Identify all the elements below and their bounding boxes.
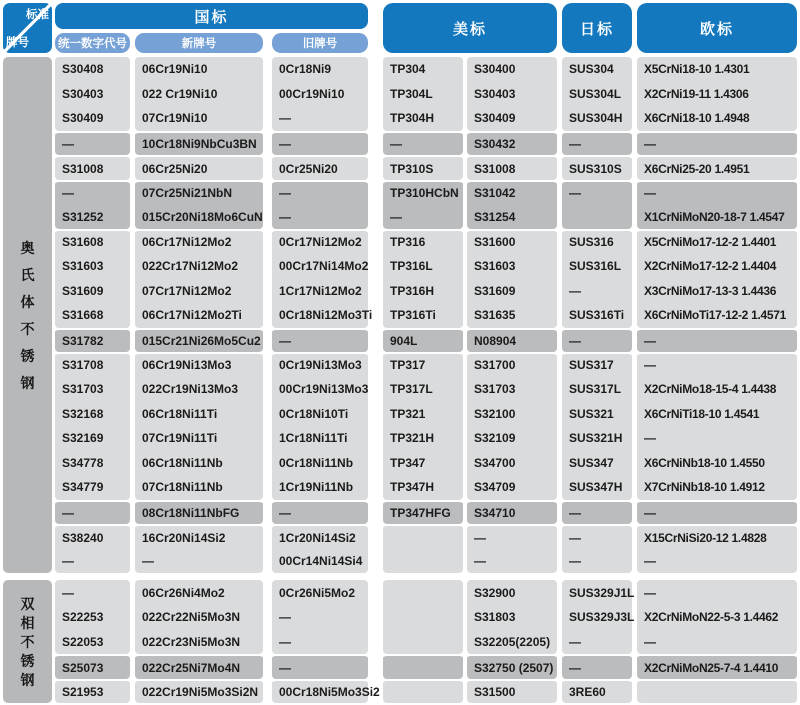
grade-cell: SUS329J1L bbox=[562, 580, 632, 605]
grade-cell: 3RE60 bbox=[562, 679, 632, 704]
grade-cell: — bbox=[467, 549, 557, 574]
grade-cell bbox=[383, 549, 463, 574]
section-label-austenitic bbox=[3, 57, 52, 573]
grade-cell: 0Cr18Ni10Ti bbox=[272, 401, 368, 426]
grade-cell: S31254 bbox=[467, 205, 557, 230]
grade-cell: — bbox=[135, 549, 263, 574]
grade-cell: TP321 bbox=[383, 401, 463, 426]
grade-cell: — bbox=[562, 630, 632, 655]
grade-cell: TP316H bbox=[383, 278, 463, 303]
grade-cell: — bbox=[272, 630, 368, 655]
grade-cell: — bbox=[637, 549, 797, 574]
grade-cell: 022Cr22Ni5Mo3N bbox=[135, 605, 263, 630]
grade-cell: TP304L bbox=[383, 82, 463, 107]
grade-cell: S32169 bbox=[55, 426, 130, 451]
grade-cell: — bbox=[55, 180, 130, 205]
grade-cell: S31008 bbox=[55, 155, 130, 180]
grade-cell: 0Cr26Ni5Mo2 bbox=[272, 580, 368, 605]
table-row bbox=[55, 401, 797, 426]
grade-cell: S30408 bbox=[55, 57, 130, 82]
grade-cell: — bbox=[383, 205, 463, 230]
section-label-char: 相 bbox=[20, 614, 35, 631]
grade-cell: 015Cr21Ni26Mo5Cu2 bbox=[135, 328, 263, 353]
table-row bbox=[55, 475, 797, 500]
grade-cell: 07Cr19Ni10 bbox=[135, 106, 263, 131]
table-row bbox=[55, 524, 797, 549]
table-row bbox=[55, 377, 797, 402]
grade-cell: S30403 bbox=[55, 82, 130, 107]
grade-cell: 06Cr17Ni12Mo2 bbox=[135, 229, 263, 254]
grade-cell: TP321H bbox=[383, 426, 463, 451]
section-rows-austenitic bbox=[55, 57, 797, 573]
grade-cell bbox=[383, 580, 463, 605]
grade-cell: S31803 bbox=[467, 605, 557, 630]
grade-cell: 022Cr19Ni13Mo3 bbox=[135, 377, 263, 402]
grade-cell: S31600 bbox=[467, 229, 557, 254]
grade-cell: 10Cr18Ni9NbCu3BN bbox=[135, 131, 263, 156]
section-label-char: 锈 bbox=[20, 652, 35, 669]
grade-cell: TP304 bbox=[383, 57, 463, 82]
grade-cell bbox=[383, 654, 463, 679]
grade-cell: S32100 bbox=[467, 401, 557, 426]
section-rows-duplex bbox=[55, 580, 797, 703]
grade-cell: S30432 bbox=[467, 131, 557, 156]
table-row bbox=[55, 605, 797, 630]
grade-cell: 015Cr20Ni18Mo6CuN bbox=[135, 205, 263, 230]
grade-cell: X1CrNiMoN20-18-7 1.4547 bbox=[637, 205, 797, 230]
grade-cell: SUS317L bbox=[562, 377, 632, 402]
grade-cell: — bbox=[272, 328, 368, 353]
grade-cell: 07Cr17Ni12Mo2 bbox=[135, 278, 263, 303]
header-group-gb bbox=[55, 3, 368, 53]
grade-cell: S25073 bbox=[55, 654, 130, 679]
corner-header-cell bbox=[3, 3, 52, 53]
grade-cell: S30400 bbox=[467, 57, 557, 82]
grade-cell: — bbox=[272, 180, 368, 205]
grade-cell: SUS321 bbox=[562, 401, 632, 426]
grade-cell: SUS316L bbox=[562, 254, 632, 279]
grade-cell bbox=[383, 679, 463, 704]
table-row bbox=[55, 303, 797, 328]
grade-cell: 06Cr19Ni13Mo3 bbox=[135, 352, 263, 377]
grade-cell: 022Cr19Ni5Mo3Si2N bbox=[135, 679, 263, 704]
grade-cell: 0Cr18Ni9 bbox=[272, 57, 368, 82]
grade-cell: S31042 bbox=[467, 180, 557, 205]
grade-cell: — bbox=[637, 426, 797, 451]
table-row bbox=[55, 82, 797, 107]
grade-cell: S30403 bbox=[467, 82, 557, 107]
table-row bbox=[55, 352, 797, 377]
grade-cell: 06Cr19Ni10 bbox=[135, 57, 263, 82]
grade-cell: — bbox=[562, 180, 632, 205]
grade-cell: S31609 bbox=[467, 278, 557, 303]
grade-cell: S32750 (2507) bbox=[467, 654, 557, 679]
grade-cell: S31700 bbox=[467, 352, 557, 377]
grade-cell: — bbox=[272, 131, 368, 156]
grade-cell: SUS310S bbox=[562, 155, 632, 180]
grade-cell: X6CrNiTi18-10 1.4541 bbox=[637, 401, 797, 426]
grade-cell: — bbox=[272, 500, 368, 525]
section-label-char: 不 bbox=[20, 633, 35, 650]
grade-cell: — bbox=[55, 131, 130, 156]
grade-cell: — bbox=[562, 524, 632, 549]
table-row bbox=[55, 180, 797, 205]
grade-cell: S22053 bbox=[55, 630, 130, 655]
section-label-char: 氏 bbox=[20, 266, 35, 283]
grade-cell: S32168 bbox=[55, 401, 130, 426]
grade-cell: S31782 bbox=[55, 328, 130, 353]
grade-cell: 1Cr17Ni12Mo2 bbox=[272, 278, 368, 303]
grade-cell: X2CrNiMo17-12-2 1.4404 bbox=[637, 254, 797, 279]
grade-cell: X6CrNiMoTi17-12-2 1.4571 bbox=[637, 303, 797, 328]
table-header bbox=[55, 3, 797, 53]
grade-cell: 022Cr25Ni7Mo4N bbox=[135, 654, 263, 679]
header-jp-standard: 日标 bbox=[562, 3, 632, 53]
section-label-char: 体 bbox=[20, 293, 35, 310]
grade-cell: — bbox=[55, 549, 130, 574]
grade-cell: S34710 bbox=[467, 500, 557, 525]
grade-cell: S31603 bbox=[467, 254, 557, 279]
table-row bbox=[55, 580, 797, 605]
grade-cell: — bbox=[637, 352, 797, 377]
grade-cell: S34779 bbox=[55, 475, 130, 500]
section-label-char: 钢 bbox=[20, 374, 35, 391]
grade-cell bbox=[562, 205, 632, 230]
header-gb-subcolumns bbox=[55, 33, 368, 53]
grade-cell: S34709 bbox=[467, 475, 557, 500]
grade-cell: TP304H bbox=[383, 106, 463, 131]
grade-cell: SUS304L bbox=[562, 82, 632, 107]
section-label-char: 奥 bbox=[20, 239, 35, 256]
grade-cell: 00Cr14Ni14Si4 bbox=[272, 549, 368, 574]
grade-cell bbox=[383, 605, 463, 630]
grade-cell: SUS317 bbox=[562, 352, 632, 377]
table-row bbox=[55, 106, 797, 131]
table-row bbox=[55, 254, 797, 279]
header-us-standard: 美标 bbox=[383, 3, 557, 53]
grade-cell: SUS304 bbox=[562, 57, 632, 82]
grade-cell: S31603 bbox=[55, 254, 130, 279]
grade-cell: X7CrNiNb18-10 1.4912 bbox=[637, 475, 797, 500]
grade-cell: SUS347 bbox=[562, 451, 632, 476]
grade-cell: 16Cr20Ni14Si2 bbox=[135, 524, 263, 549]
grade-cell: X2CrNiMoN22-5-3 1.4462 bbox=[637, 605, 797, 630]
grade-cell: X5CrNiMo17-12-2 1.4401 bbox=[637, 229, 797, 254]
grade-cell: SUS304H bbox=[562, 106, 632, 131]
grade-cell: 0Cr18Ni11Nb bbox=[272, 451, 368, 476]
grade-cell: 904L bbox=[383, 328, 463, 353]
table-row bbox=[55, 155, 797, 180]
grade-cell: TP317 bbox=[383, 352, 463, 377]
grade-cell: S21953 bbox=[55, 679, 130, 704]
grade-cell: — bbox=[467, 524, 557, 549]
grade-cell: TP310S bbox=[383, 155, 463, 180]
grade-cell: S31609 bbox=[55, 278, 130, 303]
corner-label-grade: 牌号 bbox=[6, 37, 29, 49]
grade-cell: TP316 bbox=[383, 229, 463, 254]
grade-cell: X15CrNiSi20-12 1.4828 bbox=[637, 524, 797, 549]
grade-cell: — bbox=[272, 654, 368, 679]
row-header-column bbox=[3, 3, 52, 705]
grade-cell: 022 Cr19Ni10 bbox=[135, 82, 263, 107]
grade-cell: S34700 bbox=[467, 451, 557, 476]
grade-cell: 0Cr25Ni20 bbox=[272, 155, 368, 180]
grade-cell: S31708 bbox=[55, 352, 130, 377]
section-label-char: 双 bbox=[20, 595, 35, 612]
grade-cell: 00Cr17Ni14Mo2 bbox=[272, 254, 368, 279]
grade-cell: TP310HCbN bbox=[383, 180, 463, 205]
grade-cell: 022Cr23Ni5Mo3N bbox=[135, 630, 263, 655]
table-row bbox=[55, 654, 797, 679]
grade-cell: — bbox=[562, 328, 632, 353]
grade-cell: 0Cr17Ni12Mo2 bbox=[272, 229, 368, 254]
grade-cell: — bbox=[55, 500, 130, 525]
grade-cell: TP347 bbox=[383, 451, 463, 476]
table-row bbox=[55, 500, 797, 525]
grade-cell: S30409 bbox=[467, 106, 557, 131]
grade-cell: 00Cr19Ni10 bbox=[272, 82, 368, 107]
table-row bbox=[55, 630, 797, 655]
table-row bbox=[55, 278, 797, 303]
grade-cell: SUS321H bbox=[562, 426, 632, 451]
header-old-grade: 旧牌号 bbox=[272, 33, 368, 53]
grade-cell: X6CrNi18-10 1.4948 bbox=[637, 106, 797, 131]
grade-cell: — bbox=[637, 580, 797, 605]
header-gb: 国标 bbox=[55, 3, 368, 29]
grade-cell: — bbox=[562, 278, 632, 303]
grade-cell: SUS329J3L bbox=[562, 605, 632, 630]
table-row bbox=[55, 229, 797, 254]
grade-cell: — bbox=[272, 205, 368, 230]
grade-cell: 06Cr25Ni20 bbox=[135, 155, 263, 180]
grade-cell: X3CrNiMo17-13-3 1.4436 bbox=[637, 278, 797, 303]
grade-cell: 0Cr19Ni13Mo3 bbox=[272, 352, 368, 377]
grade-cell: — bbox=[637, 131, 797, 156]
grade-cell: S31668 bbox=[55, 303, 130, 328]
grade-cell: — bbox=[55, 580, 130, 605]
table-main bbox=[55, 3, 797, 705]
grade-cell: — bbox=[383, 131, 463, 156]
grade-cell: X5CrNi18-10 1.4301 bbox=[637, 57, 797, 82]
grade-cell: SUS347H bbox=[562, 475, 632, 500]
grade-cell: TP317L bbox=[383, 377, 463, 402]
grade-cell: X6CrNiNb18-10 1.4550 bbox=[637, 451, 797, 476]
corner-label-standard: 标准 bbox=[26, 9, 49, 21]
table-row bbox=[55, 328, 797, 353]
grade-cell: S31703 bbox=[467, 377, 557, 402]
grade-cell: 07Cr25Ni21NbN bbox=[135, 180, 263, 205]
grade-cell: 06Cr17Ni12Mo2Ti bbox=[135, 303, 263, 328]
grade-cell: TP347H bbox=[383, 475, 463, 500]
table-row bbox=[55, 549, 797, 574]
grade-cell: 06Cr26Ni4Mo2 bbox=[135, 580, 263, 605]
grade-cell: S31252 bbox=[55, 205, 130, 230]
grade-cell: S32900 bbox=[467, 580, 557, 605]
section-label-char: 锈 bbox=[20, 347, 35, 364]
grade-cell bbox=[383, 524, 463, 549]
table-row bbox=[55, 205, 797, 230]
grade-cell: TP316L bbox=[383, 254, 463, 279]
grade-cell: SUS316Ti bbox=[562, 303, 632, 328]
grade-cell: S38240 bbox=[55, 524, 130, 549]
grade-cell: S31500 bbox=[467, 679, 557, 704]
section-label-char: 钢 bbox=[20, 671, 35, 688]
table-row bbox=[55, 451, 797, 476]
grade-cell: — bbox=[272, 106, 368, 131]
table-row bbox=[55, 57, 797, 82]
grade-cell: 022Cr17Ni12Mo2 bbox=[135, 254, 263, 279]
grade-cell: S32109 bbox=[467, 426, 557, 451]
grade-cell: — bbox=[637, 180, 797, 205]
grade-cell: TP347HFG bbox=[383, 500, 463, 525]
grade-cell: N08904 bbox=[467, 328, 557, 353]
grade-cell: S31635 bbox=[467, 303, 557, 328]
grade-cell: 1Cr18Ni11Ti bbox=[272, 426, 368, 451]
grade-cell: 0Cr18Ni12Mo3Ti bbox=[272, 303, 368, 328]
table-row bbox=[55, 679, 797, 704]
table-row bbox=[55, 426, 797, 451]
section-label-duplex bbox=[3, 580, 52, 703]
grade-cell: 00Cr18Ni5Mo3Si2 bbox=[272, 679, 368, 704]
grade-cell: TP316Ti bbox=[383, 303, 463, 328]
grade-cell: X2CrNiMoN25-7-4 1.4410 bbox=[637, 654, 797, 679]
grade-cell bbox=[383, 630, 463, 655]
grade-cell: — bbox=[562, 654, 632, 679]
grade-cell: 00Cr19Ni13Mo3 bbox=[272, 377, 368, 402]
grade-cell: X2CrNiMo18-15-4 1.4438 bbox=[637, 377, 797, 402]
grade-cell bbox=[637, 679, 797, 704]
section-label-char: 不 bbox=[20, 320, 35, 337]
grade-cell: 1Cr19Ni11Nb bbox=[272, 475, 368, 500]
grade-cell: 1Cr20Ni14Si2 bbox=[272, 524, 368, 549]
grade-cell: 06Cr18Ni11Nb bbox=[135, 451, 263, 476]
grade-cell: S31008 bbox=[467, 155, 557, 180]
header-unified-code: 统一数字代号 bbox=[55, 33, 130, 53]
grade-cell: S32205(2205) bbox=[467, 630, 557, 655]
grade-cell: S22253 bbox=[55, 605, 130, 630]
grade-cell: — bbox=[637, 328, 797, 353]
header-new-grade: 新牌号 bbox=[135, 33, 263, 53]
grade-cell: — bbox=[562, 131, 632, 156]
grade-cell: X2CrNi19-11 1.4306 bbox=[637, 82, 797, 107]
grade-cell: 07Cr19Ni11Ti bbox=[135, 426, 263, 451]
grade-cell: — bbox=[272, 605, 368, 630]
grade-cell: 08Cr18Ni11NbFG bbox=[135, 500, 263, 525]
table-row bbox=[55, 131, 797, 156]
grade-cell: — bbox=[562, 549, 632, 574]
grade-cell: 07Cr18Ni11Nb bbox=[135, 475, 263, 500]
grade-cell: X6CrNi25-20 1.4951 bbox=[637, 155, 797, 180]
grade-cell: S30409 bbox=[55, 106, 130, 131]
grade-cell: — bbox=[562, 500, 632, 525]
grade-cell: S31608 bbox=[55, 229, 130, 254]
grade-cell: 06Cr18Ni11Ti bbox=[135, 401, 263, 426]
grade-cell: — bbox=[637, 630, 797, 655]
grade-cell: S31703 bbox=[55, 377, 130, 402]
grade-cell: SUS316 bbox=[562, 229, 632, 254]
header-eu-standard: 欧标 bbox=[637, 3, 797, 53]
grade-cell: S34778 bbox=[55, 451, 130, 476]
grade-cell: — bbox=[637, 500, 797, 525]
